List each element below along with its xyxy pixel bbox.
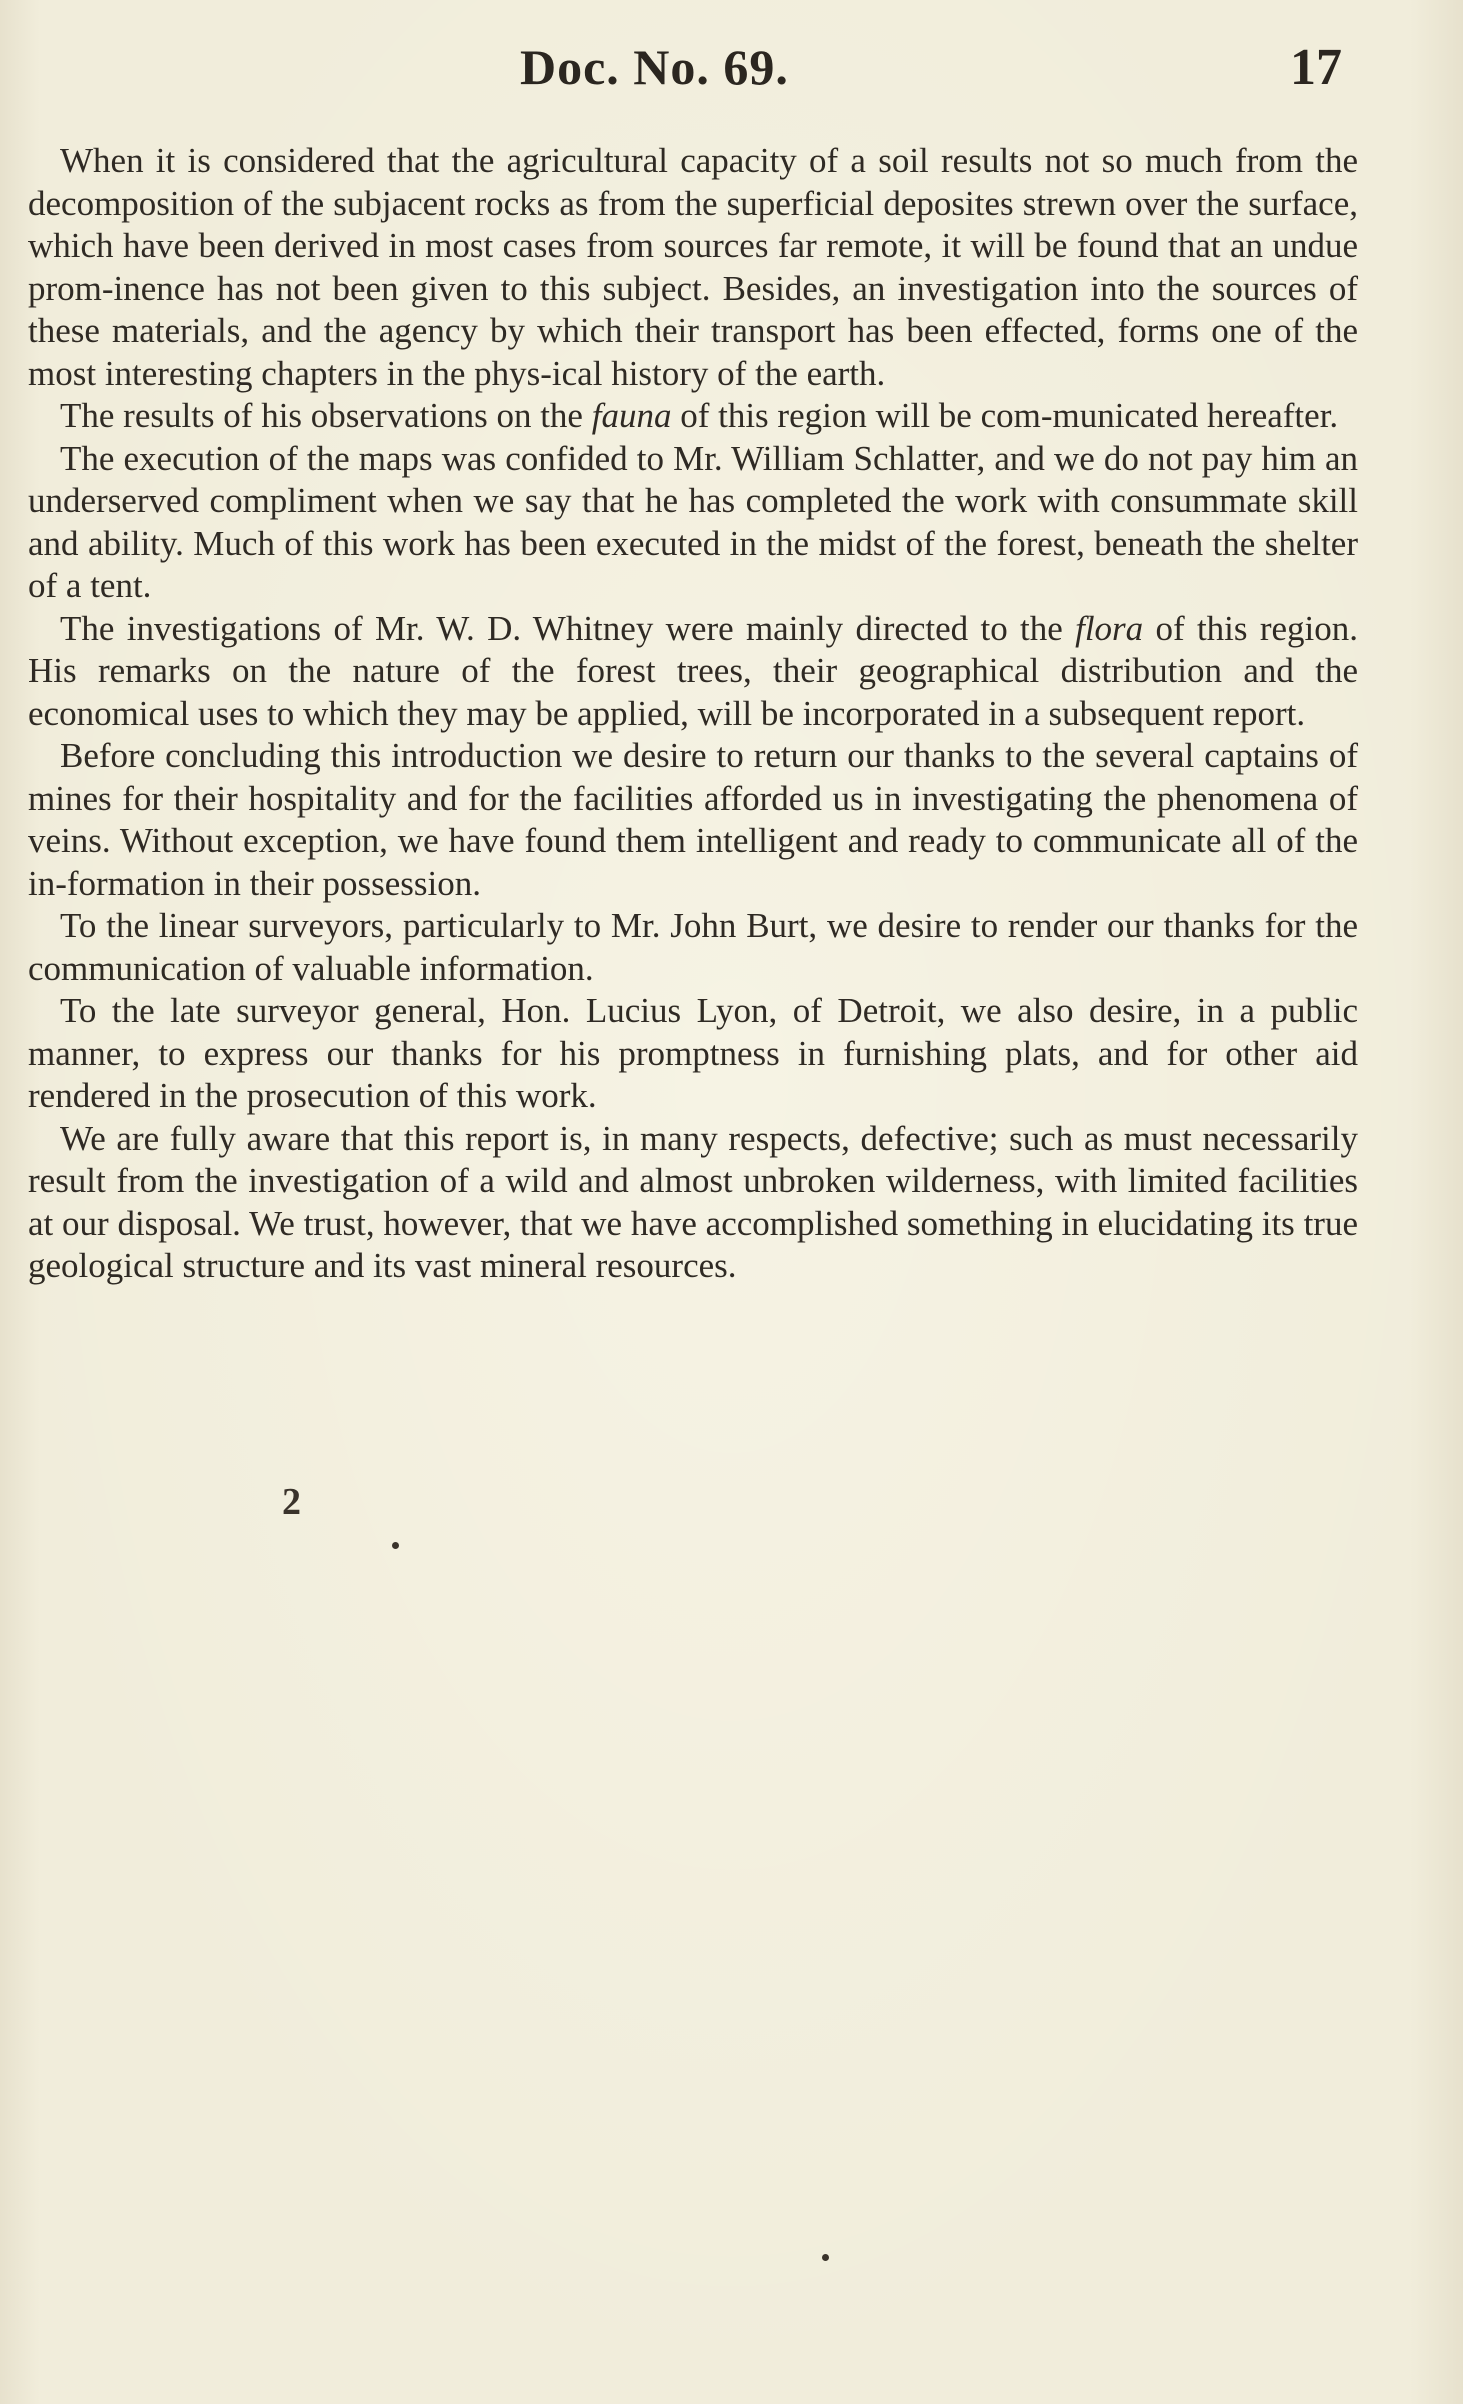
running-head [0,38,1463,108]
paragraph-text: Before concluding this introduction we desire to return our thanks to the several captains of mines for their hospitality and for the facilities afforded us in investigating the phenomena of veins. Without exception, we have found them intelligent and ready to communicate all of the in-formation in their possession. [28,736,1358,903]
paragraph-text: We are fully aware that this report is, in many respects, defective; such as must necessarily result from the investigation of a wild and almost unbroken wilderness, with limited facilities at our disposal. We trust, however, that we have accomplished something in elucidating its true geological structure and its vast mineral resources. [28,1118,1358,1285]
paragraph-text: When it is considered that the agricultural capacity of a soil results not so much from the decomposition of the subjacent rocks as from the superficial deposites strewn over the surface, which have been derived in most cases from sources far remote, it will be found that an undue prom-inence has not been given to this subject. Besides, an investigation into the sources of these materials, and the agency by which their transport has been effected, forms one of the most interesting chapters in the phys-ical history of the earth. [28,141,1358,393]
paragraph-text: The investigations of Mr. W. D. Whitney were mainly directed to the [60,608,1076,648]
ink-speck [822,2254,829,2261]
paragraph-text: of this region. His remarks on the nature of the forest trees, their geographical distribution and the economical uses to which they may be applied, will be incorporated in a subsequent report. [28,608,1358,733]
body-text [28,140,1358,1288]
paragraph [28,1118,1358,1288]
signature-mark: 2 [282,1481,301,1523]
paragraph [28,735,1358,905]
paragraph [28,438,1358,608]
italic-term: flora [1075,608,1144,648]
paragraph [28,608,1358,736]
paragraph-text: To the linear surveyors, particularly to Mr. John Burt, we desire to render our thanks for the communication of valuable information. [28,906,1358,988]
paragraph-text: of this region will be com-municated hereafter. [671,396,1339,435]
paragraph-text: The results of his observations on the [60,396,592,435]
paragraph-text: The execution of the maps was confided to Mr. William Schlatter, and we do not pay him an underserved compliment when we say that he has completed the work with consummate skill and ability. Much of this work has been executed in the midst of the forest, beneath the shelter of a tent. [28,438,1358,605]
paragraph-text: To the late surveyor general, Hon. Lucius Lyon, of Detroit, we also desire, in a public manner, to express our thanks for his promptness in furnishing plats, and for other aid rendered in the prosecution of this work. [28,991,1358,1115]
page-number: 17 [1290,39,1342,96]
paragraph [28,905,1358,990]
document-title: Doc. No. 69. [520,39,789,95]
paragraph [28,990,1358,1118]
paragraph [28,395,1358,438]
paragraph [28,140,1358,395]
italic-term: fauna [591,396,672,435]
ink-speck [392,1542,399,1549]
